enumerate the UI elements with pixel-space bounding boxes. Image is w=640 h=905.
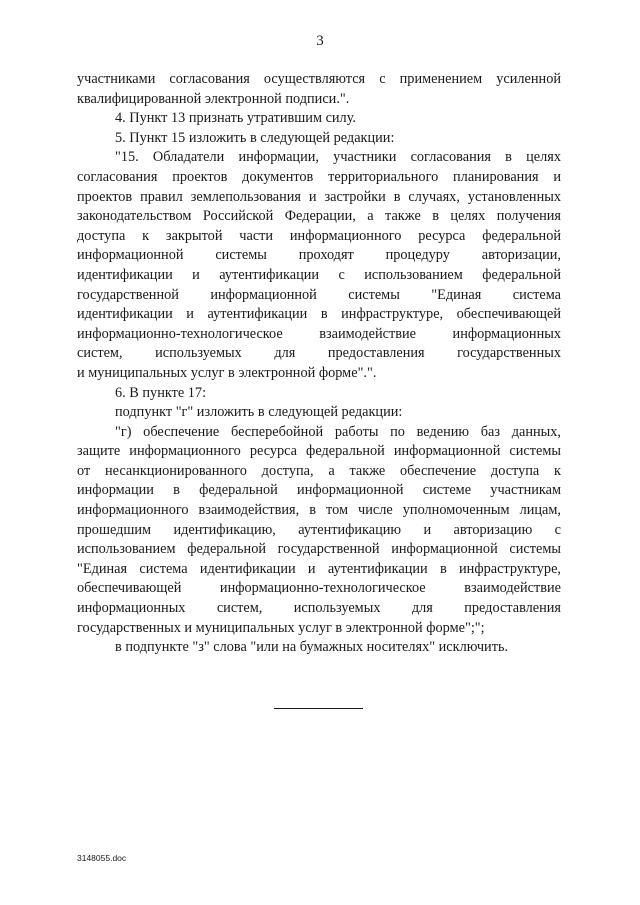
separator-line [274, 708, 363, 709]
text-line: доступа к закрытой части информационного ресурса федеральной [77, 227, 561, 244]
text-line: государственной информационной системы "Единая система [77, 286, 561, 303]
text-line: квалифицированной электронной подписи.". [77, 90, 350, 107]
text-line: информационно-технологическое взаимодействие информационных [77, 325, 561, 342]
text-line: идентификации и аутентификации с использованием федеральной [77, 266, 561, 283]
text-line: согласования проектов документов территориального планирования и [77, 168, 561, 185]
text-line: "15. Обладатели информации, участники согласования в целях [115, 149, 561, 166]
text-line: информации в федеральной информационной системе участникам [77, 482, 561, 499]
text-line: участниками согласования осуществляются с применением усиленной [77, 71, 561, 87]
text-line: информационной системы проходят процедуру авторизации, [77, 247, 561, 264]
text-line: законодательством Российской Федерации, а также в целях получения [77, 208, 561, 225]
text-line: 6. В пункте 17: [115, 384, 207, 401]
text-line: 4. Пункт 13 признать утратившим силу. [115, 110, 356, 127]
text-line: и муниципальных услуг в электронной форме".". [77, 364, 377, 381]
text-line: обеспечивающей информационно-технологическое взаимодействие [77, 580, 561, 597]
document-code: 3148055.doc [77, 853, 127, 863]
text-line: использованием федеральной государственной информационной системы [77, 541, 561, 558]
text-line: информационного взаимодействия, в том числе уполномоченным лицам, [77, 502, 561, 519]
text-line: подпункт "г" изложить в следующей редакции: [115, 404, 403, 421]
text-line: от несанкционированного доступа, а также обеспечение доступа к [77, 462, 561, 479]
text-line: "г) обеспечение бесперебойной работы по ведению баз данных, [115, 423, 561, 440]
text-line: защите информационного ресурса федеральной информационной системы [77, 443, 561, 460]
text-line: "Единая система идентификации и аутентификации в инфраструктуре, [77, 560, 561, 577]
document-body [77, 70, 561, 658]
text-line: прошедшим идентификацию, аутентификацию и авторизацию с [77, 521, 561, 538]
page-number: 3 [316, 33, 324, 49]
text-line: информационных систем, используемых для предоставления [77, 600, 561, 617]
text-line: в подпункте "з" слова "или на бумажных носителях" исключить. [115, 639, 509, 656]
text-line: систем, используемых для предоставления государственных [77, 345, 561, 362]
text-line: 5. Пункт 15 изложить в следующей редакции: [115, 129, 395, 146]
text-line: государственных и муниципальных услуг в электронной форме";"; [77, 619, 485, 636]
text-line: проектов правил землепользования и застройки в случаях, установленных [77, 188, 561, 205]
text-line: идентификации и аутентификации в инфраструктуре, обеспечивающей [77, 306, 561, 323]
